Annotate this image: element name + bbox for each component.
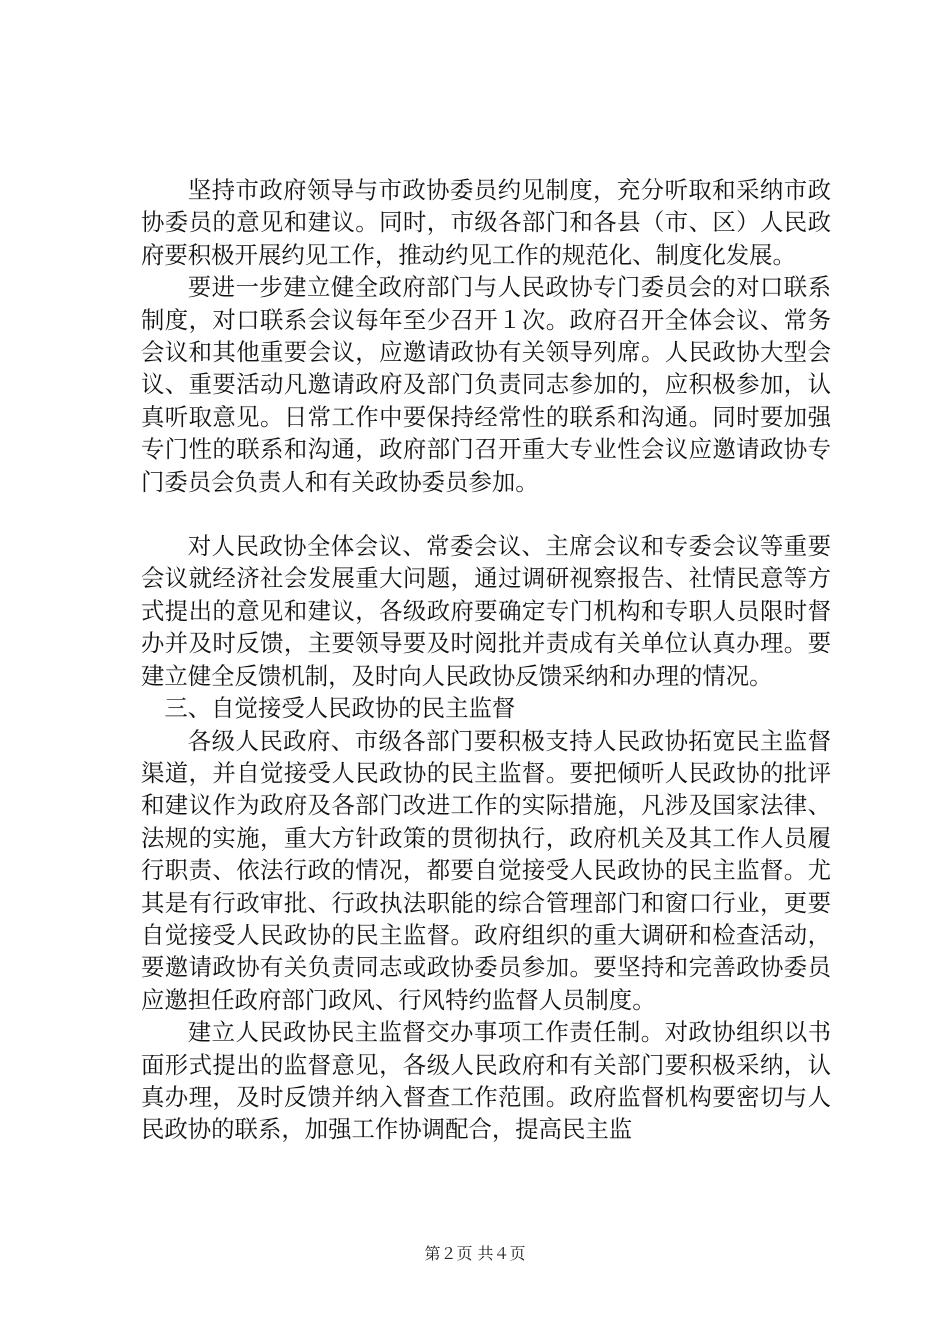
paragraph-feedback-mechanism: 对人民政协全体会议、常委会议、主席会议和专委会议等重要会议就经济社会发展重大问题，通过调研视察报告、社情民意等方式提出的意见和建议，各级政府要确定专门机构和专职人员限时督办并及时反馈，主要领导要及时阅批并责成有关单位认真办理。要建立健全反馈机制，及时向人民政协反馈采纳和办理的情况。: [141, 532, 831, 690]
section-heading-democratic-supervision: 三、自觉接受人民政协的民主监督: [164, 694, 516, 723]
paragraph-responsibility-system: 建立人民政协民主监督交办事项工作责任制。对政协组织以书面形式提出的监督意见，各级人民政府和有关部门要积极采纳，认真办理，及时反馈并纳入督查工作范围。政府监督机构要密切与人民政协的联系，加强工作协调配合，提高民主监: [141, 1018, 831, 1144]
paragraph-liaison-system: 要进一步建立健全政府部门与人民政协专门委员会的对口联系制度，对口联系会议每年至少召开１次。政府召开全体会议、常务会议和其他重要会议，应邀请政协有关领导列席。人民政协大型会议、重要活动凡邀请政府及部门负责同志参加的，应积极参加，认真听取意见。日常工作中要保持经常性的联系和沟通。同时要加强专门性的联系和沟通，政府部门召开重大专业性会议应邀请政协专门委员会负责人和有关政协委员参加。: [141, 273, 831, 496]
paragraph-accept-supervision: 各级人民政府、市级各部门要积极支持人民政协拓宽民主监督渠道，并自觉接受人民政协的民主监督。要把倾听人民政协的批评和建议作为政府及各部门改进工作的实际措施，凡涉及国家法律、法规的实施，重大方针政策的贯彻执行，政府机关及其工作人员履行职责、依法行政的情况，都要自觉接受人民政协的民主监督。尤其是有行政审批、行政执法职能的综合管理部门和窗口行业，更要自觉接受人民政协的民主监督。政府组织的重大调研和检查活动，要邀请政协有关负责同志或政协委员参加。要坚持和完善政协委员应邀担任政府部门政风、行风特约监督人员制度。: [141, 726, 831, 1014]
paragraph-interview-system: 坚持市政府领导与市政协委员约见制度，充分听取和采纳市政协委员的意见和建议。同时，市级各部门和各县（市、区）人民政府要积极开展约见工作，推动约见工作的规范化、制度化发展。: [141, 176, 831, 269]
document-body: [141, 174, 831, 1146]
page-number-footer: 第２页 共４页: [424, 1244, 526, 1263]
